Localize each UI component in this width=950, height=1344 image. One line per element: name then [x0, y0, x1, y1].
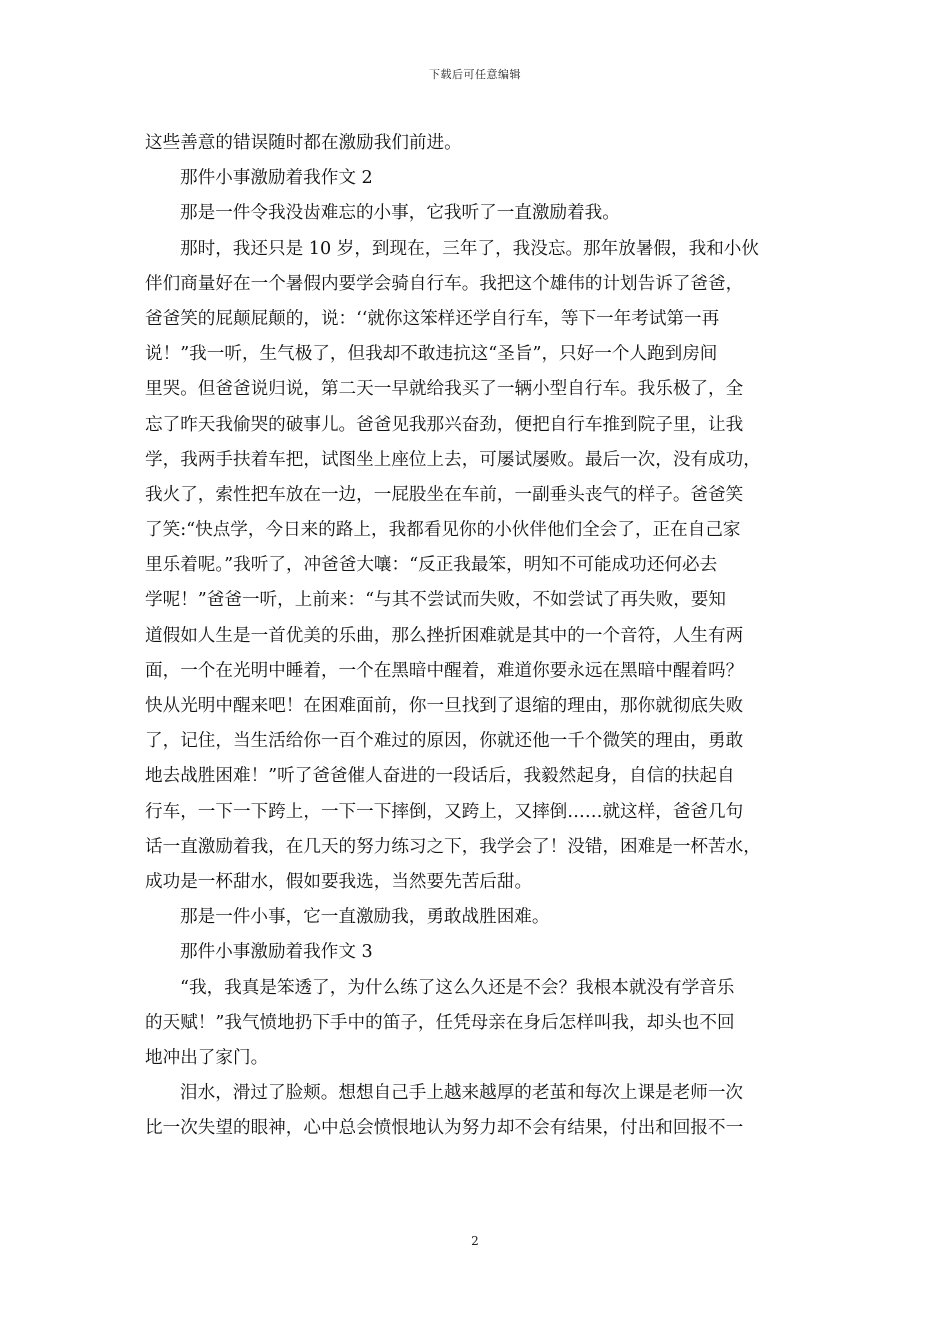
text-line: 里哭。但爸爸说归说，第二天一早就给我买了一辆小型自行车。我乐极了，全 [145, 379, 744, 400]
text-line: 学，我两手扶着车把，试图坐上座位上去，可屡试屡败。最后一次，没有成功， [145, 449, 761, 470]
text-line: 伴们商量好在一个暑假内要学会骑自行车。我把这个雄伟的计划告诉了爸爸， [145, 273, 744, 294]
text-line: 泪水，滑过了脸颊。想想自己手上越来越厚的老茧和每次上课是老师一次 [180, 1083, 744, 1104]
page-number: 2 [471, 1234, 479, 1248]
text-line: 这些善意的错误随时都在激励我们前进。 [145, 133, 462, 153]
text-line: 了，记住，当生活给你一百个难过的原因，你就还他一千个微笑的理由，勇敢 [145, 731, 744, 752]
text-line: 里乐着呢。”我听了，冲爸爸大嚷：“反正我最笨，明知不可能成功还何必去 [145, 555, 718, 576]
text-line: 了笑:“快点学，今日来的路上，我都看见你的小伙伴他们全会了，正在自己家 [145, 520, 741, 541]
text-line: 那是一件令我没齿难忘的小事，它我听了一直激励着我。 [180, 203, 620, 224]
text-line: 的天赋！”我气愤地扔下手中的笛子，任凭母亲在身后怎样叫我，却头也不回 [145, 1012, 735, 1033]
text-line: 忘了昨天我偷哭的破事儿。爸爸见我那兴奋劲，便把自行车推到院子里，让我 [145, 414, 744, 435]
text-line: 快从光明中醒来吧！在困难面前，你一旦找到了退缩的理由，那你就彻底失败 [145, 696, 744, 716]
text-line: “我，我真是笨透了，为什么练了这么久还是不会？我根本就没有学音乐 [180, 977, 735, 998]
document-body [145, 126, 805, 1146]
text-line: 学呢！”爸爸一听，上前来：“与其不尝试而失败，不如尝试了再失败，要知 [145, 590, 726, 611]
text-line: 那件小事激励着我作文 2 [180, 168, 373, 189]
text-line: 我火了，索性把车放在一边，一屁股坐在车前，一副垂头丧气的样子。爸爸笑 [145, 484, 744, 505]
text-line: 那件小事激励着我作文 3 [180, 942, 373, 963]
text-line: 那时，我还只是 10 岁，到现在，三年了，我没忘。那年放暑假，我和小伙 [180, 238, 759, 259]
text-line: 爸爸笑的屁颠屁颠的，说：‘‘就你这笨样还学自行车，等下一年考试第一再 [145, 308, 720, 329]
text-line: 行车，一下一下跨上，一下一下摔倒，又跨上，又摔倒……就这样，爸爸几句 [145, 801, 744, 822]
text-line: 话一直激励着我，在几天的努力练习之下，我学会了！没错，困难是一杯苦水， [145, 836, 761, 857]
text-line: 面，一个在光明中睡着，一个在黑暗中醒着，难道你要永远在黑暗中醒着吗？ [145, 660, 744, 681]
text-line: 成功是一杯甜水，假如要我选，当然要先苦后甜。 [145, 871, 533, 892]
text-line: 地冲出了家门。 [145, 1047, 269, 1068]
text-line: 地去战胜困难！”听了爸爸催人奋进的一段话后，我毅然起身，自信的扶起自 [145, 766, 735, 787]
text-line: 说！”我一听，生气极了，但我却不敢违抗这“圣旨”，只好一个人跑到房间 [145, 344, 718, 365]
page-header: 下载后可任意编辑 [429, 68, 521, 81]
text-line: 比一次失望的眼神，心中总会愤恨地认为努力却不会有结果，付出和回报不一 [145, 1118, 744, 1139]
text-line: 道假如人生是一首优美的乐曲，那么挫折困难就是其中的一个音符，人生有两 [145, 625, 744, 646]
text-line: 那是一件小事，它一直激励我，勇敢战胜困难。 [180, 907, 550, 928]
